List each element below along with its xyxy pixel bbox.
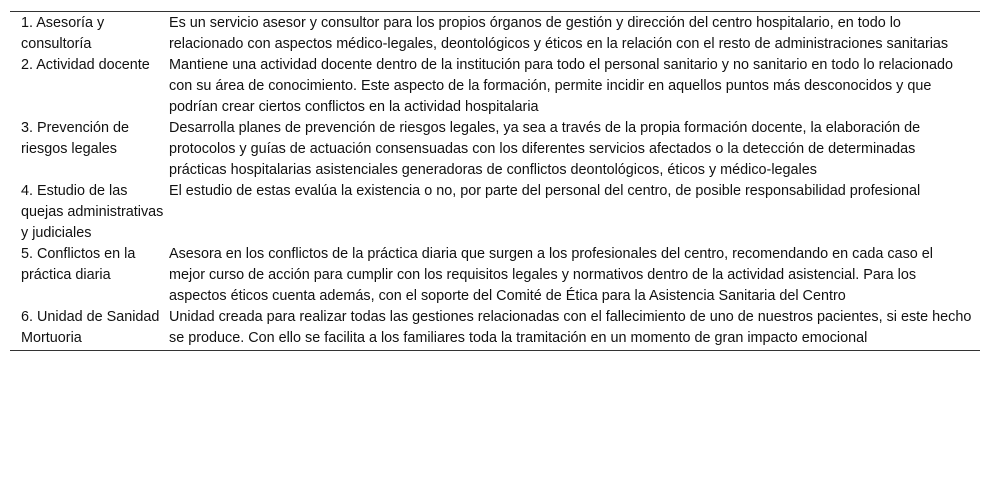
row-description: Unidad creada para realizar todas las gestiones relacionadas con el fallecimiento de uno de nuestros pacientes, si este hecho se produce. Con ello se facilita a los familiares toda la tramitación en un momento de gran impacto emocional [169, 309, 972, 346]
table-row-asesoria [10, 12, 980, 56]
row-label: 6. Unidad de Sanidad Mortuoria [21, 309, 160, 346]
table-row-actividad-docente [10, 55, 980, 118]
row-description: El estudio de estas evalúa la existencia o no, por parte del personal del centro, de posible responsabilidad profesional [169, 183, 921, 199]
table-row-estudio-quejas [10, 181, 980, 244]
table-row-prevencion-riesgos [10, 118, 980, 181]
row-label: 1. Asesoría y consultoría [21, 15, 105, 52]
row-description: Asesora en los conflictos de la práctica diaria que surgen a los profesionales del centro, recomendando en cada caso el mejor curso de acción para cumplir con los requisitos legales y normativos dentro de la actividad asistencial. Para los aspectos éticos cuenta además, con el soporte del Comité de Ética para la Asistencia Sanitaria del Centro [169, 246, 933, 304]
table-row-conflictos-practica [10, 244, 980, 307]
row-label: 3. Prevención de riesgos legales [21, 120, 130, 157]
functions-table [10, 11, 980, 351]
table-row-sanidad-mortuoria [10, 307, 980, 351]
row-description: Desarrolla planes de prevención de riesgos legales, ya sea a través de la propia formación docente, la elaboración de protocolos y guías de actuación consensuadas con los diferentes servicios afectados o la detección de determinadas prácticas hospitalarias asistenciales generadoras de conflictos deontológicos, éticos y médico-legales [169, 120, 921, 178]
row-description: Mantiene una actividad docente dentro de la institución para todo el personal sanitario y no sanitario en todo lo relacionado con su área de conocimiento. Este aspecto de la formación, permite incidir en aquellos puntos más desconocidos y que podrían crear ciertos conflictos en la actividad hospitalaria [169, 57, 954, 115]
functions-table-container [10, 11, 980, 351]
row-label: 5. Conflictos en la práctica diaria [21, 246, 136, 283]
row-label: 4. Estudio de las quejas administrativas y judiciales [21, 183, 164, 241]
row-label: 2. Actividad docente [21, 57, 150, 73]
row-description: Es un servicio asesor y consultor para los propios órganos de gestión y dirección del centro hospitalario, en todo lo relacionado con aspectos médico-legales, deontológicos y éticos en la relación con el resto de administraciones sanitarias [169, 15, 949, 52]
